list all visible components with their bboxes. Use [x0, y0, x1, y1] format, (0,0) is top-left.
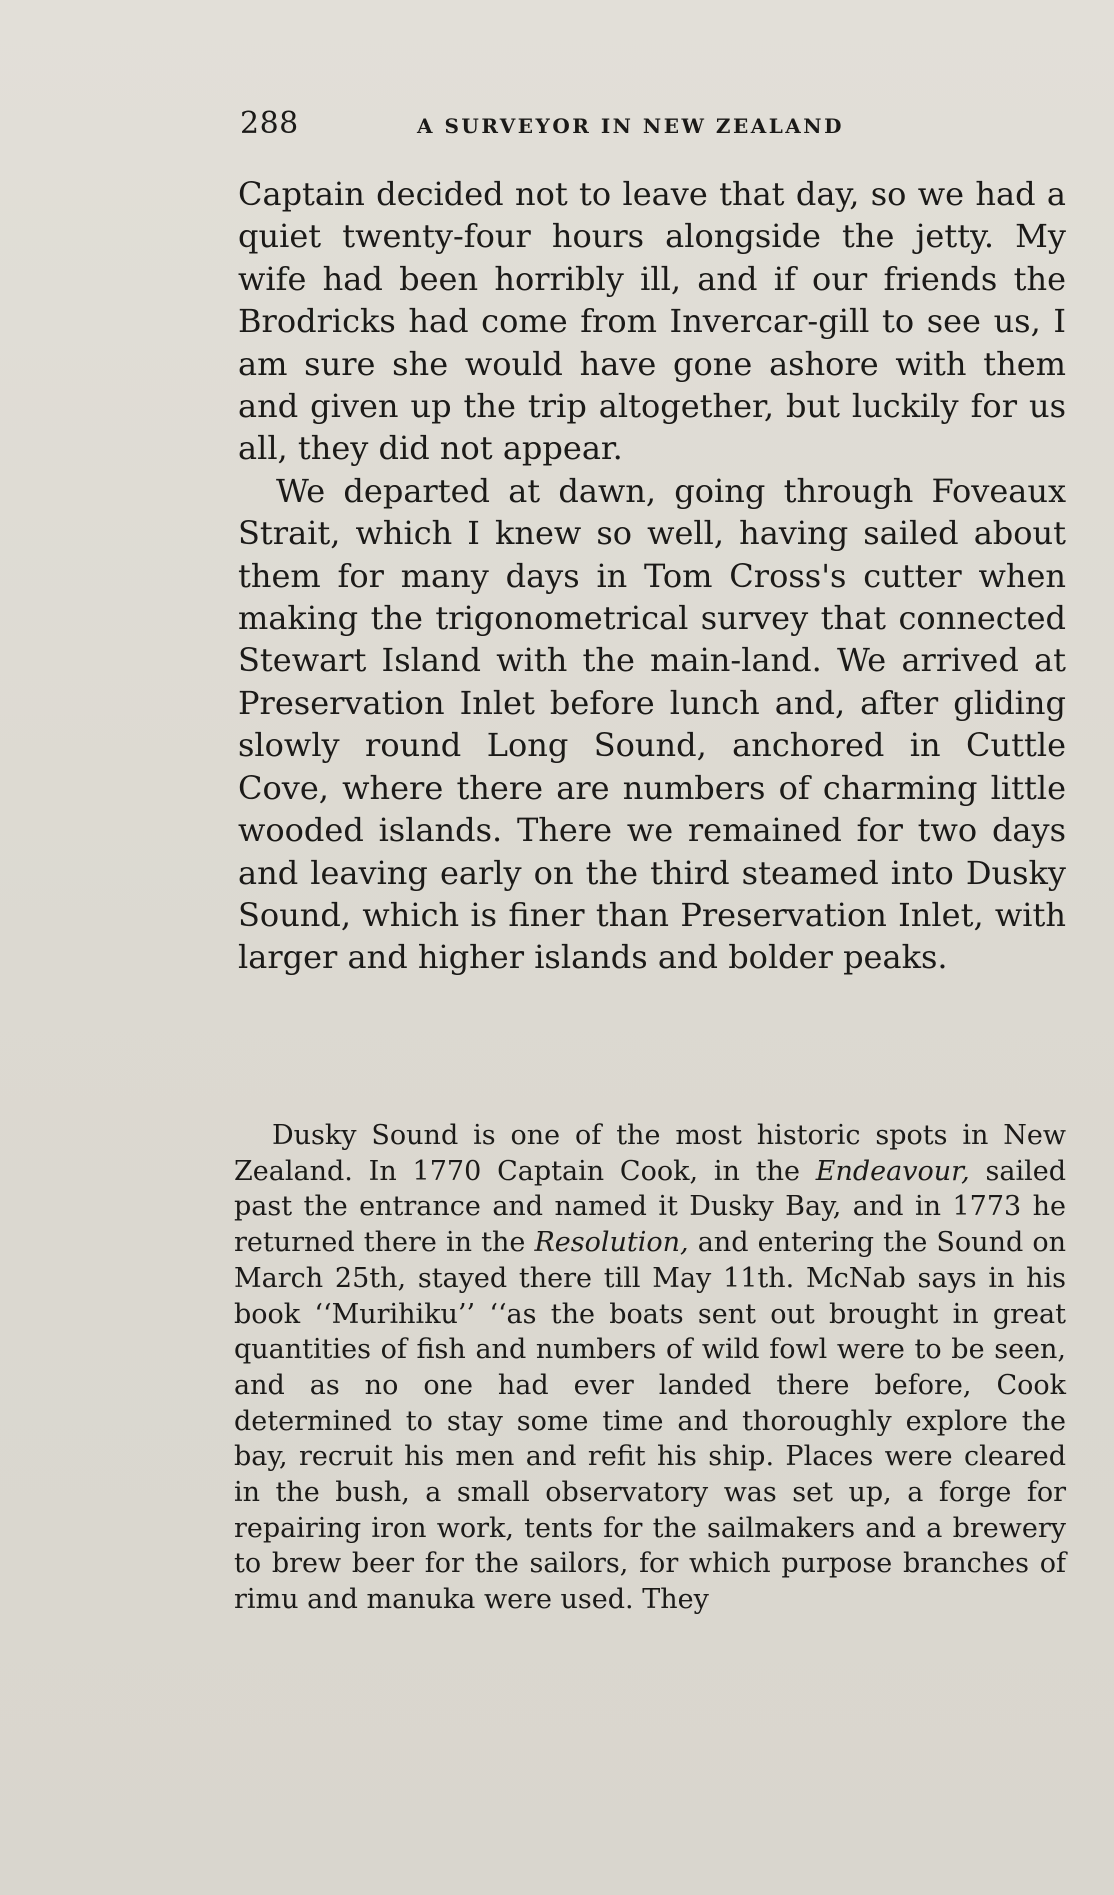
- footnote: [234, 1118, 1066, 1618]
- running-head: [240, 106, 1070, 146]
- ship-name: Resolution,: [534, 1227, 689, 1259]
- footnote-text: sailed past the entrance and named it Dusky Bay, and in 1773 he returned there in the: [234, 1155, 1066, 1259]
- footnote-text: and entering the Sound on March 25th, stayed there till May 11th. McNab says in his book ‘‘Murihiku’’ ‘‘as the boats sent out brought in great quantities of fish and numbers of wild fowl were to be seen, and as no one had ever landed there before, Cook determined to stay some time and thoroughly explore the bay, recruit his men and refit his ship. Places were cleared in the bush, a small observatory was set up, a forge for repairing iron work, tents for the sailmakers and a brewery to brew beer for the sailors, for which purpose branches of rimu and manuka were used. They: [234, 1227, 1066, 1616]
- running-title: A SURVEYOR IN NEW ZEALAND: [417, 114, 844, 138]
- paragraph: Captain decided not to leave that day, so we had a quiet twenty-four hours alongside the jetty. My wife had been horribly ill, and if our friends the Brodricks had come from Invercar-gill to see us, I am sure she would have gone ashore with them and given up the trip altogether, but luckily for us all, they did not appear.: [238, 175, 1066, 468]
- paragraph: We departed at dawn, going through Foveaux Strait, which I knew so well, having sailed about them for many days in Tom Cross's cutter when making the trigonometrical survey that connected Stewart Island with the main-land. We arrived at Preservation Inlet before lunch and, after gliding slowly round Long Sound, anchored in Cuttle Cove, where there are numbers of charming little wooded islands. There we remained for two days and leaving early on the third steamed into Dusky Sound, which is finer than Preservation Inlet, with larger and higher islands and bolder peaks.: [238, 471, 1066, 977]
- ship-name: Endeavour,: [815, 1155, 970, 1187]
- page-number: 288: [240, 106, 299, 141]
- footnote-text: Dusky Sound is one of the most historic spots in New Zealand. In 1770 Captain Cook, in the: [234, 1120, 1066, 1187]
- main-text: [238, 173, 1066, 979]
